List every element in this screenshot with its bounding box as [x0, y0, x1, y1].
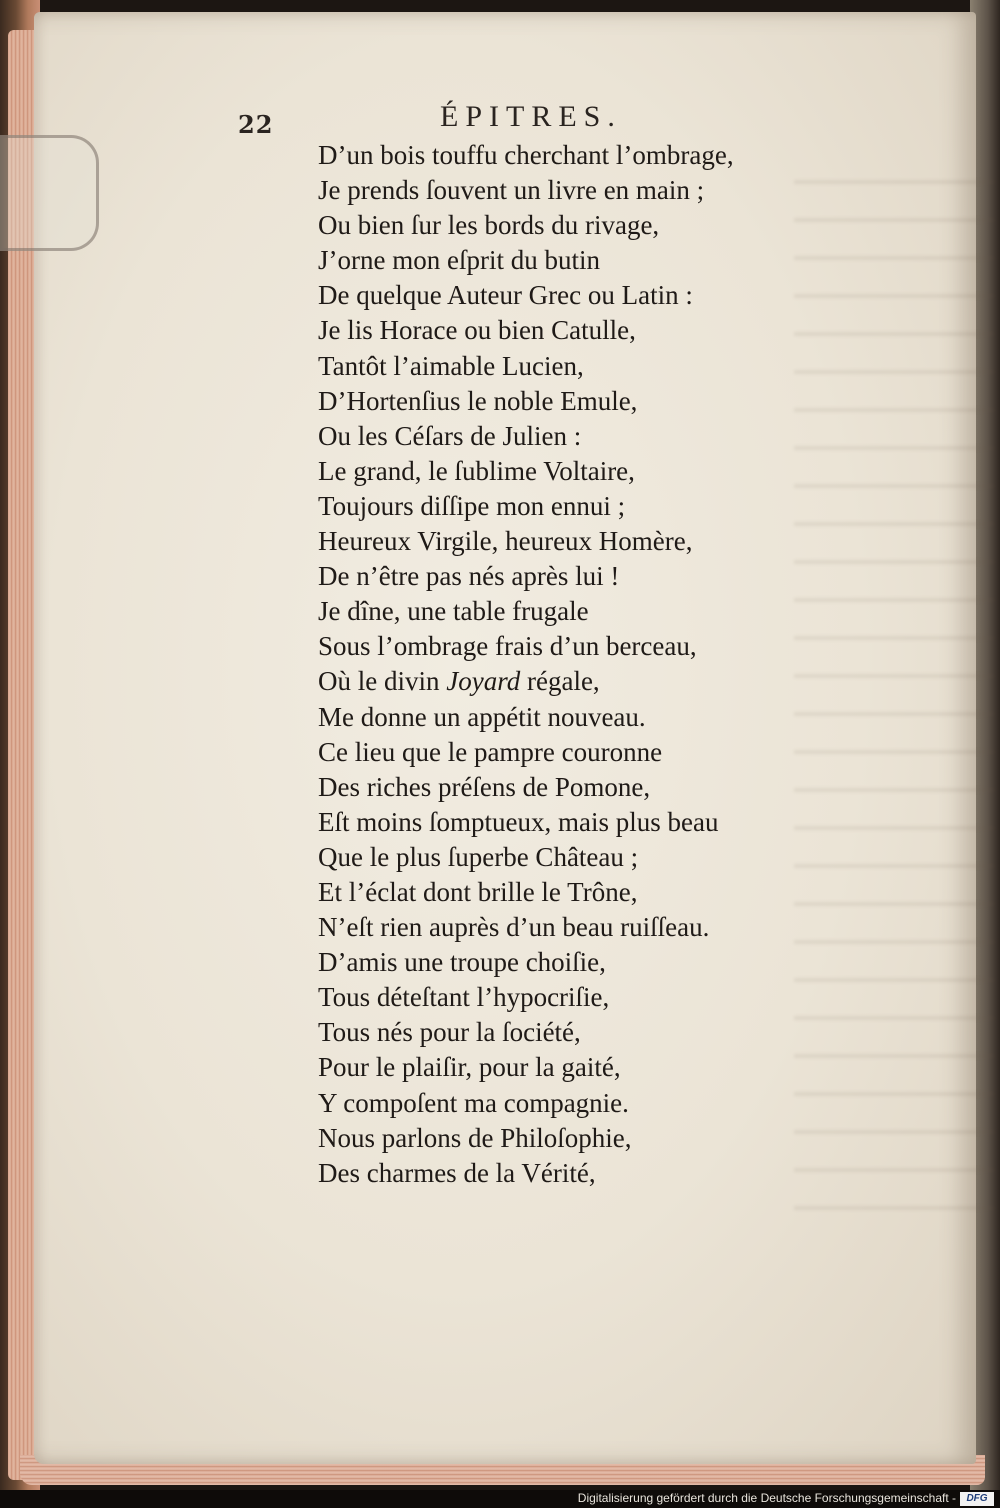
poem-text [318, 138, 734, 1191]
poem-line: Y compoſent ma compagnie. [318, 1087, 629, 1118]
dfg-logo-icon: DFG [960, 1492, 994, 1506]
poem-line: Je lis Horace ou bien Catulle, [318, 315, 636, 346]
poem-line: Le grand, le ſublime Voltaire, [318, 455, 635, 486]
poem-line: D’Hortenſius le noble Emule, [318, 385, 638, 416]
poem-line: Nous parlons de Philoſophie, [318, 1122, 632, 1153]
poem-line: Ou les Céſars de Julien : [318, 420, 582, 451]
poem-line: Des riches préſens de Pomone, [318, 771, 651, 802]
poem-line: De quelque Auteur Grec ou Latin : [318, 280, 693, 311]
poem-line: Tantôt l’aimable Lucien, [318, 350, 584, 381]
poem-italic-name: Joyard [446, 666, 521, 697]
poem-line: Tous nés pour la ſociété, [318, 1017, 581, 1048]
poem-line: Des charmes de la Vérité, [318, 1157, 596, 1188]
page-number: 22 [238, 110, 274, 139]
poem-line: D’un bois touffu cherchant l’ombrage, [318, 140, 734, 170]
funding-credit: Digitalisierung gefördert durch die Deutsche Forschungsgemeinschaft - [577, 1491, 956, 1505]
poem-line-start: Où le divin [318, 666, 447, 697]
poem-line: De n’être pas nés après lui ! [318, 561, 620, 592]
bleed-through-text [794, 162, 994, 1232]
poem-line: Et l’éclat dont brille le Trône, [318, 876, 638, 907]
poem-line: Je prends ſouvent un livre en main ; [318, 175, 705, 206]
poem-line: Pour le plaiſir, pour la gaité, [318, 1052, 621, 1083]
poem-line: Ce lieu que le pampre couronne [318, 736, 663, 767]
poem-line: Que le plus ſuperbe Château ; [318, 841, 639, 872]
poem-line: Toujours diſſipe mon ennui ; [318, 490, 626, 521]
poem-line-joyard [318, 664, 734, 699]
poem-line: Sous l’ombrage frais d’un berceau, [318, 631, 697, 662]
poem-line: Heureux Virgile, heureux Homère, [318, 526, 693, 557]
poem-line: Me donne un appétit nouveau. [318, 701, 646, 732]
poem-line: Ou bien ſur les bords du rivage, [318, 210, 660, 241]
poem-line: D’amis une troupe choiſie, [318, 947, 606, 978]
poem-line: J’orne mon eſprit du butin [318, 245, 600, 276]
running-head: ÉPITRES. [440, 100, 622, 133]
poem-line-end: régale, [520, 666, 600, 697]
poem-line: Tous déteſtant l’hypocriſie, [318, 982, 610, 1013]
poem-line: Eſt moins ſomptueux, mais plus beau [318, 806, 719, 837]
poem-line: N’eſt rien auprès d’un beau ruiſſeau. [318, 912, 710, 943]
page-clip [0, 135, 99, 251]
poem-line: Je dîne, une table frugale [318, 596, 589, 627]
